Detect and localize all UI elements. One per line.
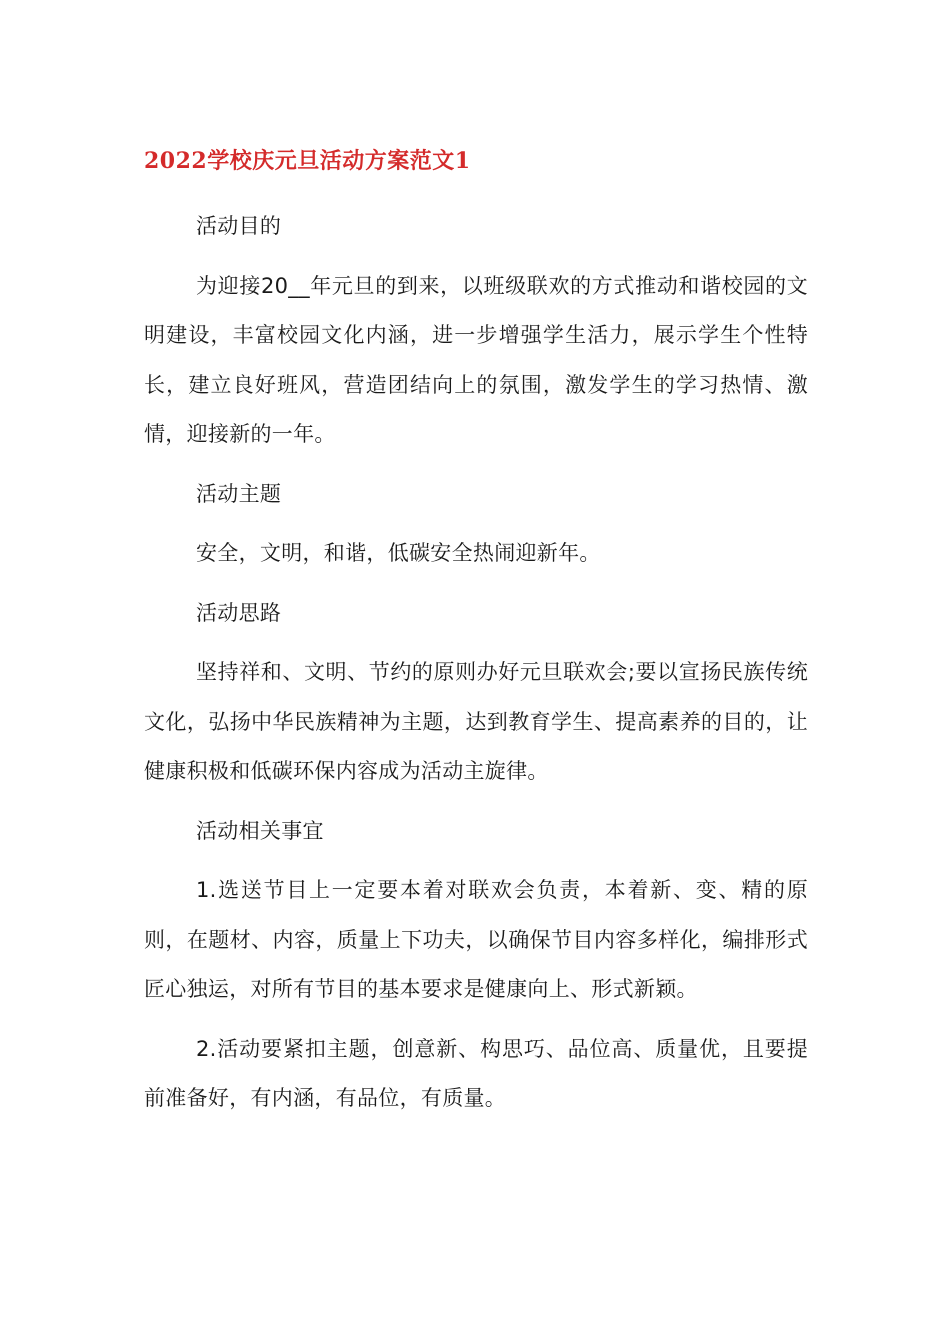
paragraph-theme: 安全，文明，和谐，低碳安全热闹迎新年。 [196,541,601,565]
paragraph-item-2: 2.活动要紧扣主题，创意新、构思巧、品位高、质量优，且要提前准备好，有内涵，有品位，有质量。 [144,1036,808,1110]
paragraph-approach: 坚持祥和、文明、节约的原则办好元旦联欢会;要以宣扬民族传统文化，弘扬中华民族精神为主题，达到教育学生、提高素养的目的，让健康积极和低碳环保内容成为活动主旋律。 [144,660,808,783]
paragraph-purpose: 为迎接20__年元旦的到来，以班级联欢的方式推动和谐校园的文明建设，丰富校园文化内涵，进一步增强学生活力，展示学生个性特长，建立良好班风，营造团结向上的氛围，激发学生的学习热情、激情，迎接新的一年。 [144,273,808,446]
paragraph-item-1: 1.选送节目上一定要本着对联欢会负责，本着新、变、精的原则，在题材、内容，质量上下功夫，以确保节目内容多样化，编排形式匠心独运，对所有节目的基本要求是健康向上、形式新颖。 [144,878,808,1001]
section-heading-theme: 活动主题 [196,481,282,506]
document-body [144,140,808,1134]
section-heading-matters: 活动相关事宜 [196,818,324,843]
section-heading-approach: 活动思路 [196,600,282,625]
section-heading-purpose: 活动目的 [196,214,282,238]
document-title: 2022学校庆元旦活动方案范文1 [144,148,471,174]
